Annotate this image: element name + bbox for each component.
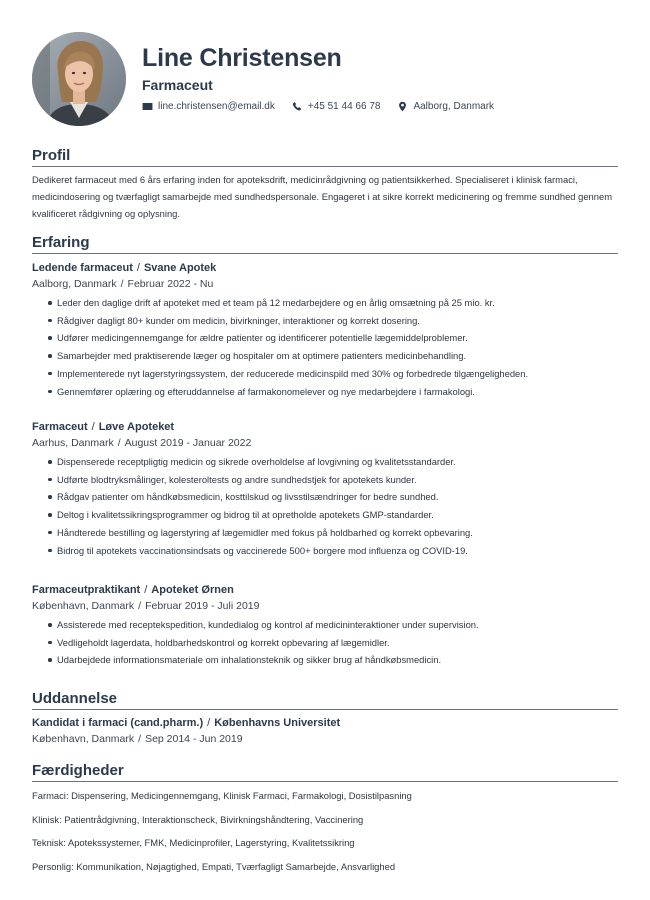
profile-heading: Profil: [32, 147, 618, 167]
job-heading: [32, 419, 618, 435]
skills-heading: Færdigheder: [32, 762, 618, 782]
profile-photo: [32, 32, 126, 126]
job-period: Februar 2022 - Nu: [127, 278, 214, 290]
contact-row: [142, 99, 511, 113]
avatar: [32, 32, 126, 126]
job-bullets: [48, 294, 618, 400]
education-heading-line: [32, 715, 618, 731]
list-item: Samarbejder med praktiserende læger og hospitaler om at optimere patienters medicinbehandling.: [48, 347, 618, 365]
contact-phone-text: +45 51 44 66 78: [307, 100, 381, 112]
job-role: Farmaceut: [32, 421, 88, 433]
job-location: Aalborg, Danmark: [32, 278, 117, 290]
job-heading: [32, 260, 618, 276]
job-meta: [32, 276, 618, 292]
list-item: Udarbejdede informationsmateriale om inhalationsteknik og sikker brug af håndkøbsmedicin.: [48, 651, 618, 669]
contact-email-text: line.christensen@email.dk: [158, 100, 275, 112]
contact-phone[interactable]: [292, 101, 381, 112]
list-item: Dispenserede receptpligtig medicin og sikrede overholdelse af lovgivning og kvalitetsstandarder.: [48, 453, 618, 471]
list-item: Udfører medicingennemgange for ældre patienter og identificerer potentielle lægemiddelproblemer.: [48, 329, 618, 347]
job-company: Svane Apotek: [143, 262, 217, 274]
separator: /: [138, 733, 142, 745]
job-entry: [32, 419, 618, 559]
list-item: Deltog i kvalitetssikringsprogrammer og bidrog til at opretholde apotekets GMP-standarder.: [48, 506, 618, 524]
job-company: Apoteket Ørnen: [151, 584, 234, 596]
job-meta: [32, 598, 618, 614]
contact-location-text: Aalborg, Danmark: [413, 100, 495, 112]
job-company: Løve Apoteket: [98, 421, 175, 433]
job-entry: [32, 582, 618, 669]
job-bullets: [48, 453, 618, 559]
job-bullets: [48, 616, 618, 669]
education-location: København, Danmark: [32, 733, 135, 745]
skill-line: Teknisk: Apotekssystemer, FMK, Medicinprofiler, Lagerstyring, Kvalitetssikring: [32, 837, 355, 848]
job-entry: [32, 260, 618, 400]
skill-line: Klinisk: Patientrådgivning, Interaktionscheck, Bivirkningshåndtering, Vaccinering: [32, 813, 364, 825]
separator: /: [136, 262, 140, 274]
job-period: August 2019 - Januar 2022: [124, 437, 252, 449]
job-role: Farmaceutpraktikant: [32, 584, 141, 596]
education-section: [32, 690, 618, 747]
list-item: Udførte blodtryksmålinger, kolesteroltests og andre sundhedstjek for apotekets kunder.: [48, 471, 618, 489]
list-item: Implementerede nyt lagerstyringssystem, der reducerede medicinspild med 30% og forbedrede tilgængeligheden.: [48, 365, 618, 383]
phone-icon: [292, 101, 303, 112]
education-entry: [32, 715, 618, 747]
contact-email[interactable]: [142, 101, 275, 112]
separator: /: [120, 278, 124, 290]
list-item: Rådgiver dagligt 80+ kunder om medicin, bivirkninger, interaktioner og korrekt dosering.: [48, 312, 618, 330]
email-icon: [142, 101, 153, 112]
contact-location: [397, 101, 494, 112]
job-meta: [32, 435, 618, 451]
profile-section: [32, 147, 618, 222]
education-period: Sep 2014 - Jun 2019: [145, 733, 243, 745]
list-item: Bidrog til apotekets vaccinationsindsats og vaccinerede 500+ borgere mod influenza og COVID-19.: [48, 542, 618, 560]
experience-section: [32, 234, 618, 684]
education-meta: [32, 731, 618, 747]
experience-heading: Erfaring: [32, 234, 618, 254]
separator: /: [91, 421, 95, 433]
separator: /: [207, 717, 211, 729]
list-item: Assisterede med receptekspedition, kundedialog og kontrol af medicininteraktioner under supervision.: [48, 616, 618, 634]
list-item: Leder den daglige drift af apoteket med et team på 12 medarbejdere og en årlig omsætning på 25 mio. kr.: [48, 294, 618, 312]
skills-list: [32, 784, 618, 878]
list-item: Rådgav patienter om håndkøbsmedicin, kosttilskud og livsstilsændringer for bedre sundhed.: [48, 488, 618, 506]
list-item: Vedligeholdt lagerdata, holdbarhedskontrol og korrekt opbevaring af lægemidler.: [48, 634, 618, 652]
skills-section: [32, 762, 618, 878]
skill-line: Farmaci: Dispensering, Medicingennemgang, Klinisk Farmaci, Farmakologi, Dosistilpasning: [32, 790, 412, 801]
education-heading: Uddannelse: [32, 690, 618, 710]
job-location: Aarhus, Danmark: [32, 437, 114, 449]
skill-line: Personlig: Kommunikation, Nøjagtighed, Empati, Tværfagligt Samarbejde, Ansvarlighed: [32, 860, 396, 872]
list-item: Gennemfører oplæring og efteruddannelse af farmakonomelever og nye medarbejdere i farmakologi.: [48, 383, 618, 401]
location-pin-icon: [397, 101, 408, 112]
candidate-title: Farmaceut: [142, 77, 213, 93]
education-degree: Kandidat i farmaci (cand.pharm.): [32, 717, 204, 729]
job-location: København, Danmark: [32, 600, 135, 612]
education-school: Københavns Universitet: [214, 717, 341, 729]
job-heading: [32, 582, 618, 598]
job-role: Ledende farmaceut: [32, 262, 133, 274]
resume-header: [32, 32, 622, 126]
job-period: Februar 2019 - Juli 2019: [145, 600, 260, 612]
separator: /: [144, 584, 148, 596]
profile-summary: Dedikeret farmaceut med 6 års erfaring inden for apoteksdrift, medicinrådgivning og patientsikkerhed. Specialiseret i klinisk farmaci, medicindosering og tværfagligt samarbejde med sundhedspersonale. Engageret i at sikre korrekt medicinering og fremme sundhed gennem kvalificeret rådgivning og oplysning.: [32, 174, 613, 219]
candidate-name: Line Christensen: [142, 44, 342, 72]
separator: /: [117, 437, 121, 449]
separator: /: [138, 600, 142, 612]
list-item: Håndterede bestilling og lagerstyring af lægemidler med fokus på holdbarhed og korrekt opbevaring.: [48, 524, 618, 542]
